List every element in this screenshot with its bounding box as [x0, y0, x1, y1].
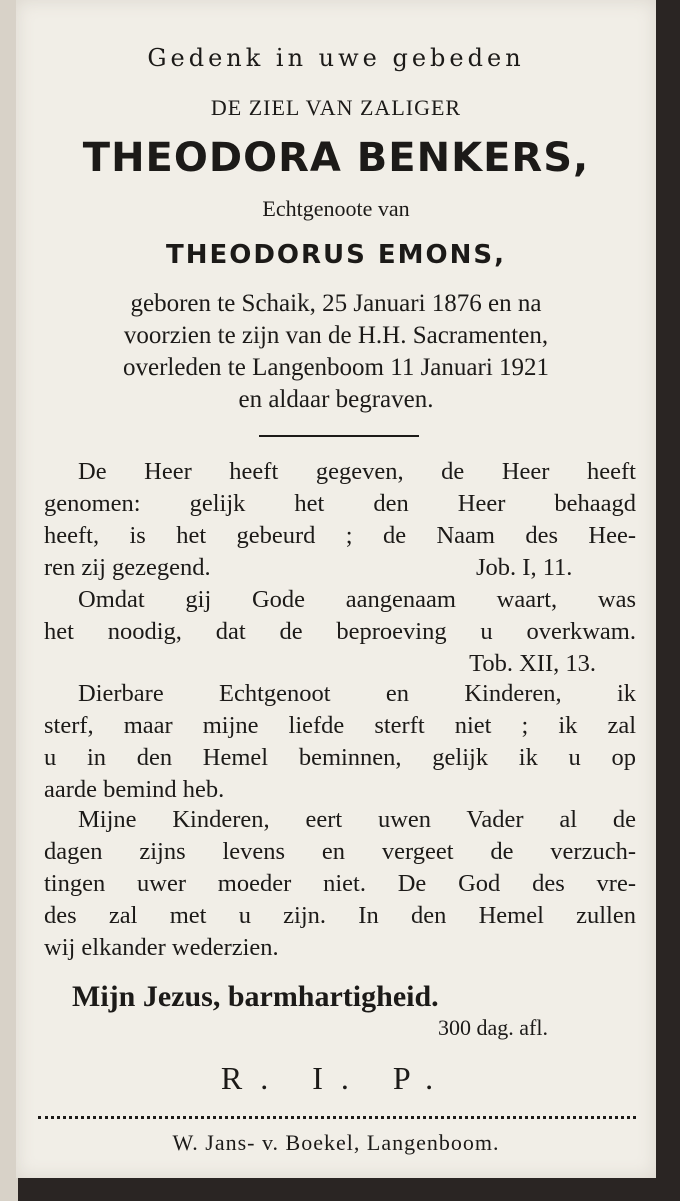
biography: [16, 288, 656, 416]
biography-line: voorzien te zijn van de H.H. Sacramenten,: [123, 322, 549, 349]
rip-line: R. I. P.: [220, 1060, 452, 1096]
verse-line: dagen zijns levens en vergeet de verzuch-: [44, 838, 636, 865]
prayer-line: Mijn Jezus, barmhartigheid.: [72, 980, 439, 1013]
verse-line: ren zij gezegend.: [44, 554, 211, 581]
dotted-rule: [38, 1116, 636, 1119]
intro-line: Gedenk in uwe gebeden: [147, 44, 525, 72]
verse-farewell: [44, 678, 636, 806]
verse-last-line: [44, 552, 636, 584]
verse-job: [44, 456, 636, 584]
verse-reference: Tob. XII, 13.: [469, 650, 596, 677]
verse-line: heeft, is het gebeurd ; de Naam des Hee-: [44, 522, 636, 549]
divider-line: [259, 435, 419, 437]
verse-line: genomen: gelijk het den Heer behaagd: [44, 490, 636, 517]
biography-line: geboren te Schaik, 25 Januari 1876 en na: [130, 290, 542, 317]
verse-children: [44, 804, 636, 964]
verse-line: tingen uwer moeder niet. De God des vre-: [44, 870, 636, 897]
verse-line: wij elkander wederzien.: [44, 934, 279, 961]
verse-line: het noodig, dat de beproeving u overkwam.: [44, 618, 636, 645]
verse-tobit: [44, 584, 636, 680]
indulgence-line: 300 dag. afl.: [438, 1015, 548, 1040]
verse-line: des zal met u zijn. In den Hemel zullen: [44, 902, 636, 929]
verse-line: sterf, maar mijne liefde sterft niet ; ik zal: [44, 712, 636, 739]
verse-reference: Job. I, 11.: [476, 554, 573, 581]
biography-line: overleden te Langenboom 11 Januari 1921: [122, 354, 550, 381]
verse-line: De Heer heeft gegeven, de Heer heeft: [78, 458, 636, 485]
verse-line: Mijne Kinderen, eert uwen Vader al de: [78, 806, 636, 833]
printer-credit: W. Jans- v. Boekel, Langenboom.: [172, 1130, 500, 1155]
verse-line: aarde bemind heb.: [44, 776, 225, 803]
verse-line: u in den Hemel beminnen, gelijk ik u op: [44, 744, 636, 771]
soul-line: DE ZIEL VAN ZALIGER: [210, 95, 462, 120]
memorial-card: [16, 0, 656, 1178]
verse-line: Dierbare Echtgenoot en Kinderen, ik: [78, 680, 636, 707]
deceased-name: THEODORA BENKERS,: [82, 135, 590, 181]
spouse-intro: Echtgenoote van: [262, 196, 410, 221]
spouse-name: THEODORUS EMONS,: [165, 240, 507, 270]
biography-line: en aldaar begraven.: [238, 386, 434, 413]
verse-line: Omdat gij Gode aangenaam waart, was: [78, 586, 636, 613]
